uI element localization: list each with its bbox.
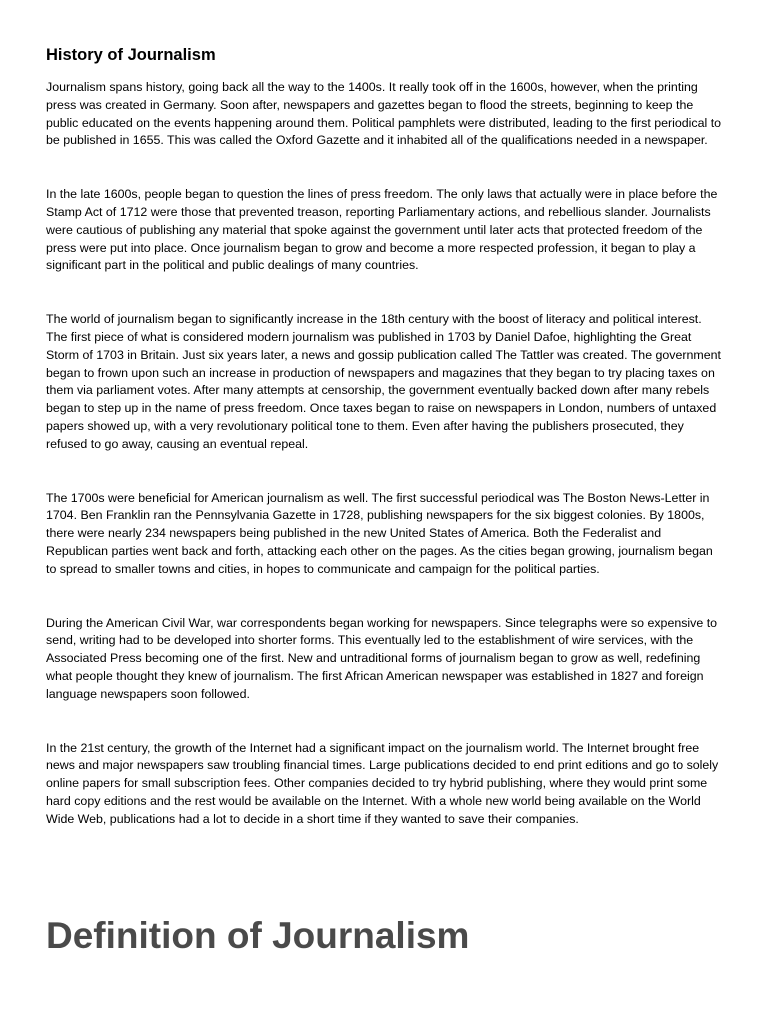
paragraph-civil-war: During the American Civil War, war correspondents began working for newspapers. Since telegraphs were so expensive to send, writing had to be developed into shorter forms. This eventually led to the establishment of wire services, with the Associated Press becoming one of the first. New and untraditional forms of journalism began to grow as well, redefining what people thought they knew of journalism. The first African American newspaper was established in 1827 and foreign language newspapers soon followed.: [46, 615, 718, 701]
paragraph-origins: Journalism spans history, going back all the way to the 1400s. It really took off in the 1600s, however, when the printing press was created in Germany. Soon after, newspapers and gazettes began to flood the streets, beginning to keep the public educated on the events happening around them. Political pamphlets were distributed, leading to the first periodical to be published in 1655. This was called the Oxford Gazette and it inhabited all of the qualifications needed in a newspaper.: [46, 80, 722, 148]
paragraph-press-freedom: In the late 1600s, people began to question the lines of press freedom. The only laws that actually were in place before the Stamp Act of 1712 were those that prevented treason, reporting Parliamentary actions, and rebellious slander. Journalists were cautious of publishing any material that spoke against the government until later acts that protected freedom of the press were put into place. Once journalism began to grow and become a more respected profession, it began to play a significant part in the political and public dealings of many countries.: [46, 187, 718, 273]
paragraph-21st-century: In the 21st century, the growth of the Internet had a significant impact on the journalism world. The Internet brought free news and major newspapers saw troubling financial times. Large publications decided to end print editions and go to solely online papers for small subscription fees. Other companies decided to try hybrid publishing, where they would print some hard copy editions and the rest would be available on the Internet. With a whole new world being available on the World Wide Web, publications had a lot to decide in a short time if they wanted to save their companies.: [46, 740, 719, 826]
document-title: History of Journalism: [46, 46, 216, 64]
paragraph-american-journalism: The 1700s were beneficial for American journalism as well. The first successful periodical was The Boston News-Letter in 1704. Ben Franklin ran the Pennsylvania Gazette in 1728, publishing newspapers for the six biggest colonies. By 1800s, there were nearly 234 newspapers being published in the new United States of America. Both the Federalist and Republican parties went back and forth, attacking each other on the pages. As the cities began growing, journalism began to spread to smaller towns and cities, in hopes to communicate and campaign for the political parties.: [46, 490, 713, 576]
paragraph-18th-century: The world of journalism began to significantly increase in the 18th century with the boost of literacy and political interest. The first piece of what is considered modern journalism was published in 1703 by Daniel Dafoe, highlighting the Great Storm of 1703 in Britain. Just six years later, a news and gossip publication called The Tattler was created. The government began to frown upon such an increase in production of newspapers and magazines that they began to try placing taxes on them via parliament votes. After many attempts at censorship, the government eventually backed down after many rebels began to step up in the name of press freedom. Once taxes began to raise on newspapers in London, numbers of untaxed papers showed up, with a very revolutionary political tone to them. Even after having the publishers prosecuted, they refused to go away, causing an eventual repeal.: [46, 312, 721, 451]
section-heading: Definition of Journalism: [46, 915, 470, 956]
